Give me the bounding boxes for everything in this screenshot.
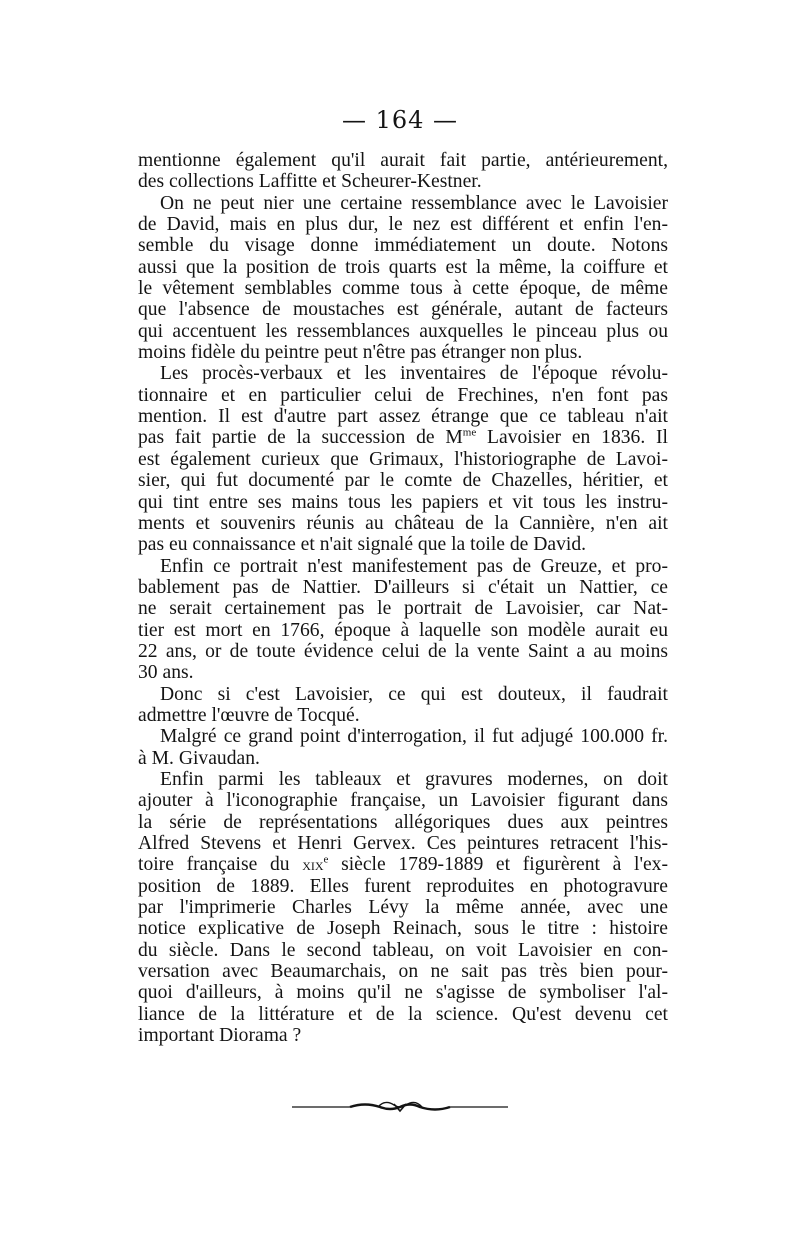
superscript: e: [323, 853, 329, 866]
text-line-content: par l'imprimerie Charles Lévy la même année, avec une: [138, 897, 668, 919]
text-line-content: est également curieux que Grimaux, l'historiographe de Lavoi-: [138, 448, 668, 470]
text-line: [138, 449, 668, 470]
text-line: [138, 470, 668, 491]
superscript: me: [462, 426, 477, 439]
text-line-content: Donc si c'est Lavoisier, ce qui est douteux, il faudrait: [160, 683, 668, 705]
body-text: [138, 150, 668, 1046]
text-line: [138, 961, 668, 982]
text-line-content: liance de la littérature et de la science. Qu'est devenu cet: [138, 1003, 668, 1025]
text-line-content: pas eu connaissance et n'ait signalé que la toile de David.: [138, 534, 587, 556]
text-line-content: tionnaire et en particulier celui de Frechines, n'en font pas: [138, 384, 668, 406]
text-line: [138, 534, 668, 555]
text-line-content: position de 1889. Elles furent reproduites en photogravure: [138, 875, 668, 897]
text-line: [138, 726, 668, 747]
text-line: [138, 940, 668, 961]
text-line: [138, 363, 668, 384]
text-line: [138, 684, 668, 705]
text-line-continuation: siècle 1789-1889 et figurèrent à l'ex-: [328, 854, 668, 876]
tailpiece-ornament-icon: [290, 1096, 510, 1118]
text-line-content: ajouter à l'iconographie française, un Lavoisier figurant dans: [138, 790, 668, 812]
text-line: [138, 982, 668, 1003]
text-line: [138, 278, 668, 299]
text-line-content: notice explicative de Joseph Reinach, sous le titre : histoire: [138, 918, 668, 940]
text-line-content: bablement pas de Nattier. D'ailleurs si c'était un Nattier, ce: [138, 576, 668, 598]
text-line-content: qui tint entre ses mains tous les papiers et vit tous les instru-: [138, 491, 668, 513]
text-line: [138, 705, 668, 726]
text-line-content: On ne peut nier une certaine ressemblance avec le Lavoisier: [160, 192, 668, 214]
text-line-content: le vêtement semblables comme tous à cette époque, de même: [138, 278, 668, 300]
text-line-content: 22 ans, or de toute évidence celui de la vente Saint a au moins: [138, 640, 668, 662]
text-line: [138, 299, 668, 320]
text-line-content: admettre l'œuvre de Tocqué.: [138, 704, 360, 726]
text-line-content: que l'absence de moustaches est générale, autant de facteurs: [138, 299, 668, 321]
text-line: [138, 235, 668, 256]
text-line-content: versation avec Beaumarchais, on ne sait pas très bien pour-: [138, 961, 668, 983]
text-line: [138, 385, 668, 406]
text-line: [138, 406, 668, 427]
text-line: [138, 662, 668, 683]
text-line: [138, 897, 668, 918]
text-line-content: toire française du: [138, 854, 303, 876]
text-line: [138, 171, 668, 192]
text-line: [138, 556, 668, 577]
text-line: [138, 854, 668, 875]
text-line-content: important Diorama ?: [138, 1025, 302, 1047]
text-line-content: la série de représentations allégoriques dues aux peintres: [138, 811, 668, 833]
text-line-content: moins fidèle du peintre peut n'être pas étranger non plus.: [138, 342, 583, 364]
text-line-content: quoi d'ailleurs, à moins qu'il ne s'agisse de symboliser l'al-: [138, 982, 668, 1004]
text-line: [138, 427, 668, 448]
text-line-content: pas fait partie de la succession de M: [138, 427, 463, 449]
text-line-content: aussi que la position de trois quarts est la même, la coiffure et: [138, 256, 668, 278]
text-line-content: qui accentuent les ressemblances auxquelles le pinceau plus ou: [138, 320, 668, 342]
text-line-content: ne serait certainement pas le portrait de Lavoisier, car Nat-: [138, 598, 668, 620]
text-line: [138, 193, 668, 214]
text-line: [138, 876, 668, 897]
text-line: [138, 918, 668, 939]
text-line-content: mentionne également qu'il aurait fait partie, antérieurement,: [138, 150, 668, 171]
text-line: [138, 257, 668, 278]
text-line-content: 30 ans.: [138, 662, 194, 684]
text-line-content: sier, qui fut documenté par le comte de Chazelles, héritier, et: [138, 470, 668, 492]
text-line-content: mention. Il est d'autre part assez étrange que ce tableau n'ait: [138, 406, 668, 428]
text-line-content: Les procès-verbaux et les inventaires de l'époque révolu-: [160, 363, 668, 385]
text-line: [138, 620, 668, 641]
century-numeral: xix: [302, 855, 324, 875]
text-line: [138, 598, 668, 619]
text-line-content: de David, mais en plus dur, le nez est différent et enfin l'en-: [138, 214, 668, 236]
page-number: — 164 —: [341, 106, 459, 134]
text-line: [138, 1004, 668, 1025]
text-line: [138, 513, 668, 534]
text-line-content: ments et souvenirs réunis au château de la Cannière, n'en ait: [138, 512, 668, 534]
text-line-content: tier est mort en 1766, époque à laquelle son modèle aurait eu: [138, 619, 668, 641]
text-line: [138, 214, 668, 235]
text-line-content: du siècle. Dans le second tableau, on voit Lavoisier en con-: [138, 939, 668, 961]
text-line: [138, 790, 668, 811]
text-line: [138, 833, 668, 854]
text-line-content: Alfred Stevens et Henri Gervex. Ces peintures retracent l'his-: [138, 833, 668, 854]
text-line-content: à M. Givaudan.: [138, 747, 260, 769]
text-line: [138, 1025, 668, 1046]
text-line: [138, 342, 668, 363]
text-line: [138, 577, 668, 598]
text-line-content: semble du visage donne immédiatement un doute. Notons: [138, 235, 668, 257]
text-line: [138, 150, 668, 171]
text-line-content: des collections Laffitte et Scheurer-Kestner.: [138, 171, 482, 193]
text-line-content: Enfin ce portrait n'est manifestement pas de Greuze, et pro-: [160, 555, 668, 577]
text-line-continuation: Lavoisier en 1836. Il: [476, 427, 668, 449]
text-line: [138, 492, 668, 513]
text-line: [138, 321, 668, 342]
text-line-content: Enfin parmi les tableaux et gravures modernes, on doit: [160, 768, 668, 790]
text-line: [138, 769, 668, 790]
text-line: [138, 812, 668, 833]
text-line-content: Malgré ce grand point d'interrogation, il fut adjugé 100.000 fr.: [160, 726, 668, 748]
text-line: [138, 748, 668, 769]
text-line: [138, 641, 668, 662]
